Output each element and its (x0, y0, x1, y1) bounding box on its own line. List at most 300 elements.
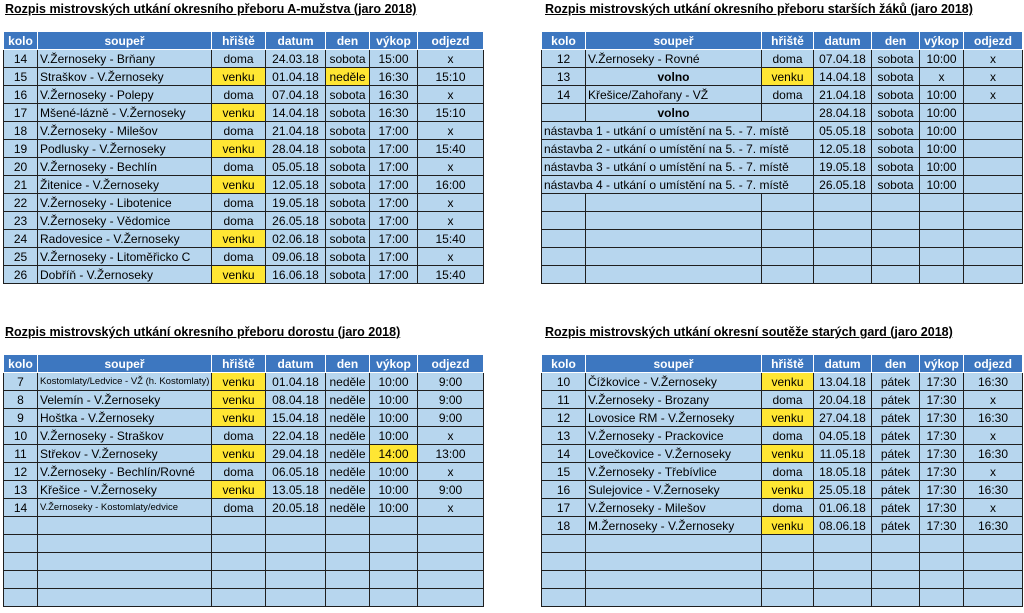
table-row (542, 248, 1023, 266)
cell-odjezd: 16:30 (964, 373, 1023, 391)
cell-odjezd: 13:00 (418, 445, 484, 463)
header-odjezd: odjezd (964, 32, 1023, 50)
cell-hriste: doma (212, 158, 266, 176)
cell-souper (586, 194, 762, 212)
table-row (542, 373, 1023, 391)
cell-souper (586, 248, 762, 266)
cell-odjezd: 15:40 (418, 230, 484, 248)
cell-souper: Lovečkovice - V.Žernoseky (586, 445, 762, 463)
table-row (4, 68, 484, 86)
cell-souper: Mšené-lázně - V.Žernoseky (38, 104, 212, 122)
cell-vykop: 10:00 (370, 427, 418, 445)
cell-den: pátek (872, 427, 920, 445)
cell-kolo: 14 (542, 86, 586, 104)
cell-kolo: 15 (542, 463, 586, 481)
cell-kolo: 14 (4, 50, 38, 68)
cell-den: pátek (872, 445, 920, 463)
cell-vykop: 10:00 (920, 140, 964, 158)
cell-vykop: 17:00 (370, 194, 418, 212)
cell-odjezd (964, 266, 1023, 284)
cell-den (326, 535, 370, 553)
table-row (4, 194, 484, 212)
cell-hriste: venku (762, 68, 814, 86)
cell-vykop: 17:30 (920, 481, 964, 499)
cell-kolo (542, 194, 586, 212)
header-vykop: výkop (920, 32, 964, 50)
cell-odjezd (964, 571, 1023, 589)
cell-hriste (762, 248, 814, 266)
cell-kolo: 11 (4, 445, 38, 463)
cell-datum: 08.06.18 (814, 517, 872, 535)
cell-souper: V.Žernoseky - Vědomice (38, 212, 212, 230)
cell-hriste: venku (762, 409, 814, 427)
cell-souper (38, 517, 212, 535)
table-row (4, 553, 484, 571)
cell-datum: 14.04.18 (266, 104, 326, 122)
cell-kolo: 13 (542, 68, 586, 86)
cell-souper: V.Žernoseky - Straškov (38, 427, 212, 445)
cell-den: neděle (326, 373, 370, 391)
cell-hriste: venku (762, 517, 814, 535)
cell-kolo (542, 212, 586, 230)
cell-vykop: 10:00 (370, 481, 418, 499)
cell-kolo (542, 553, 586, 571)
cell-odjezd (964, 158, 1023, 176)
cell-odjezd: 16:30 (964, 409, 1023, 427)
cell-kolo: 9 (4, 409, 38, 427)
cell-datum: 06.05.18 (266, 463, 326, 481)
table-row (542, 571, 1023, 589)
cell-souper (586, 571, 762, 589)
cell-odjezd (418, 535, 484, 553)
table-row (4, 266, 484, 284)
table-row (4, 373, 484, 391)
cell-odjezd (964, 176, 1023, 194)
cell-den: neděle (326, 68, 370, 86)
cell-kolo (4, 535, 38, 553)
cell-hriste: venku (212, 445, 266, 463)
cell-odjezd (964, 230, 1023, 248)
cell-hriste: venku (212, 409, 266, 427)
cell-odjezd: 16:30 (964, 445, 1023, 463)
table-row (4, 140, 484, 158)
cell-vykop: 15:00 (370, 50, 418, 68)
cell-odjezd: 16:30 (964, 517, 1023, 535)
cell-souper: Kostomlaty/Ledvice - VŽ (h. Kostomlaty) (38, 373, 212, 391)
cell-den: sobota (872, 122, 920, 140)
title-stare-gardy: Rozpis mistrovských utkání okresní soutěže starých gard (jaro 2018) (545, 325, 953, 339)
cell-souper: V.Žernoseky - Milešov (586, 499, 762, 517)
header-vykop: výkop (920, 355, 964, 373)
cell-den: sobota (326, 266, 370, 284)
cell-hriste: venku (212, 373, 266, 391)
cell-kolo: 20 (4, 158, 38, 176)
cell-datum (266, 589, 326, 607)
cell-hriste (762, 104, 814, 122)
cell-souper (586, 553, 762, 571)
cell-vykop (920, 589, 964, 607)
cell-datum: 25.05.18 (814, 481, 872, 499)
cell-souper (38, 589, 212, 607)
cell-datum: 14.04.18 (814, 68, 872, 86)
header-souper: soupeř (38, 32, 212, 50)
table-row (542, 50, 1023, 68)
cell-hriste: doma (212, 86, 266, 104)
cell-datum: 26.05.18 (814, 176, 872, 194)
title-starsi-zaci: Rozpis mistrovských utkání okresního přeboru starších žáků (jaro 2018) (545, 2, 973, 16)
cell-datum: 20.04.18 (814, 391, 872, 409)
cell-hriste: venku (212, 104, 266, 122)
cell-hriste (212, 517, 266, 535)
table-row (542, 427, 1023, 445)
cell-vykop: 10:00 (370, 409, 418, 427)
cell-den: sobota (872, 104, 920, 122)
table-row (542, 212, 1023, 230)
cell-odjezd (964, 553, 1023, 571)
cell-odjezd (418, 589, 484, 607)
cell-kolo: 16 (4, 86, 38, 104)
cell-datum (814, 230, 872, 248)
cell-odjezd: 15:10 (418, 68, 484, 86)
cell-datum (814, 266, 872, 284)
cell-den: sobota (872, 140, 920, 158)
table-starsi-zaci (541, 31, 1023, 284)
cell-den: pátek (872, 391, 920, 409)
cell-vykop (920, 553, 964, 571)
cell-souper: V.Žernoseky - Třebívlice (586, 463, 762, 481)
cell-hriste: doma (762, 391, 814, 409)
table-row (542, 176, 1023, 194)
cell-datum: 29.04.18 (266, 445, 326, 463)
cell-vykop: 17:00 (370, 122, 418, 140)
cell-kolo (542, 104, 586, 122)
cell-souper (38, 571, 212, 589)
cell-datum (814, 248, 872, 266)
cell-souper: Straškov - V.Žernoseky (38, 68, 212, 86)
table-row (542, 140, 1023, 158)
header-datum: datum (814, 355, 872, 373)
cell-vykop (920, 194, 964, 212)
cell-kolo: 22 (4, 194, 38, 212)
header-hriste: hřiště (212, 32, 266, 50)
table-row (4, 463, 484, 481)
cell-vykop: 17:30 (920, 391, 964, 409)
table-row (4, 86, 484, 104)
cell-vykop: 10:00 (920, 50, 964, 68)
cell-hriste: doma (212, 194, 266, 212)
cell-odjezd: x (418, 499, 484, 517)
cell-vykop (920, 571, 964, 589)
cell-odjezd (418, 571, 484, 589)
cell-den (872, 230, 920, 248)
cell-odjezd (964, 122, 1023, 140)
cell-kolo: 13 (4, 481, 38, 499)
cell-vykop: x (920, 68, 964, 86)
cell-kolo (542, 230, 586, 248)
cell-hriste: venku (762, 481, 814, 499)
cell-vykop: 10:00 (370, 499, 418, 517)
cell-vykop: 17:30 (920, 373, 964, 391)
cell-souper (586, 589, 762, 607)
cell-datum (814, 194, 872, 212)
table-row (4, 481, 484, 499)
cell-hriste (762, 212, 814, 230)
cell-hriste (212, 571, 266, 589)
cell-datum: 22.04.18 (266, 427, 326, 445)
cell-hriste: doma (212, 499, 266, 517)
cell-souper: Velemín - V.Žernoseky (38, 391, 212, 409)
cell-datum: 12.05.18 (814, 140, 872, 158)
cell-kolo: 17 (542, 499, 586, 517)
cell-vykop: 17:00 (370, 176, 418, 194)
cell-odjezd: 9:00 (418, 409, 484, 427)
cell-vykop (920, 230, 964, 248)
header-kolo: kolo (542, 355, 586, 373)
header-vykop: výkop (370, 32, 418, 50)
cell-odjezd: x (964, 50, 1023, 68)
cell-datum: 21.04.18 (814, 86, 872, 104)
table-dorost (3, 354, 484, 607)
cell-souper: Hoštka - V.Žernoseky (38, 409, 212, 427)
header-kolo: kolo (4, 32, 38, 50)
cell-vykop (370, 535, 418, 553)
cell-odjezd: 15:10 (418, 104, 484, 122)
cell-den: sobota (326, 248, 370, 266)
cell-den (872, 266, 920, 284)
cell-kolo: 18 (542, 517, 586, 535)
cell-vykop: 17:30 (920, 445, 964, 463)
table-row (4, 409, 484, 427)
table-row (542, 517, 1023, 535)
cell-den (872, 553, 920, 571)
cell-vykop: 17:30 (920, 427, 964, 445)
cell-kolo (542, 535, 586, 553)
table-row (542, 122, 1023, 140)
cell-hriste: venku (212, 68, 266, 86)
cell-kolo: 12 (542, 409, 586, 427)
table-row (542, 445, 1023, 463)
cell-souper: Křešice/Zahořany - VŽ (586, 86, 762, 104)
table-row (4, 535, 484, 553)
cell-datum: 28.04.18 (266, 140, 326, 158)
cell-souper (38, 535, 212, 553)
cell-datum: 04.05.18 (814, 427, 872, 445)
cell-odjezd: x (418, 427, 484, 445)
cell-hriste: doma (762, 499, 814, 517)
cell-hriste: venku (212, 481, 266, 499)
cell-souper: V.Žernoseky - Bechlín/Rovné (38, 463, 212, 481)
cell-den: neděle (326, 463, 370, 481)
cell-kolo: 24 (4, 230, 38, 248)
table-row (4, 517, 484, 535)
cell-vykop: 10:00 (370, 391, 418, 409)
cell-vykop (920, 248, 964, 266)
header-odjezd: odjezd (418, 355, 484, 373)
table-row (4, 391, 484, 409)
table-row (542, 409, 1023, 427)
cell-souper: V.Žernoseky - Kostomlaty/edvice (38, 499, 212, 517)
cell-hriste: venku (212, 391, 266, 409)
cell-kolo (542, 248, 586, 266)
cell-datum (814, 571, 872, 589)
cell-datum (814, 589, 872, 607)
table-row (542, 553, 1023, 571)
cell-datum: 01.06.18 (814, 499, 872, 517)
cell-den (872, 194, 920, 212)
table-row (542, 194, 1023, 212)
table-row (542, 158, 1023, 176)
cell-odjezd: 9:00 (418, 391, 484, 409)
cell-odjezd (964, 140, 1023, 158)
cell-datum: 08.04.18 (266, 391, 326, 409)
cell-souper: Lovosice RM - V.Žernoseky (586, 409, 762, 427)
cell-den: pátek (872, 373, 920, 391)
header-den: den (872, 32, 920, 50)
cell-den: sobota (872, 50, 920, 68)
table-stare-gardy (541, 354, 1023, 607)
cell-vykop: 10:00 (920, 86, 964, 104)
cell-hriste: doma (212, 50, 266, 68)
cell-odjezd: x (964, 463, 1023, 481)
cell-note: nástavba 4 - utkání o umístění na 5. - 7. místě (542, 176, 814, 194)
header-souper: soupeř (38, 355, 212, 373)
cell-den: sobota (872, 68, 920, 86)
cell-vykop (920, 212, 964, 230)
cell-odjezd: x (964, 68, 1023, 86)
cell-vykop: 17:30 (920, 409, 964, 427)
cell-kolo (542, 266, 586, 284)
cell-den: sobota (326, 86, 370, 104)
cell-datum (814, 212, 872, 230)
cell-souper: V.Žernoseky - Polepy (38, 86, 212, 104)
cell-souper: V.Žernoseky - Libotenice (38, 194, 212, 212)
cell-hriste: venku (212, 230, 266, 248)
table-row (542, 86, 1023, 104)
cell-kolo: 10 (542, 373, 586, 391)
cell-vykop (370, 517, 418, 535)
cell-hriste (762, 266, 814, 284)
cell-hriste (762, 589, 814, 607)
cell-odjezd (964, 212, 1023, 230)
cell-odjezd (964, 104, 1023, 122)
cell-hriste (762, 194, 814, 212)
title-dorost: Rozpis mistrovských utkání okresního přeboru dorostu (jaro 2018) (5, 325, 401, 339)
cell-odjezd (418, 517, 484, 535)
header-odjezd: odjezd (964, 355, 1023, 373)
cell-den: neděle (326, 409, 370, 427)
cell-datum (266, 571, 326, 589)
cell-den (872, 212, 920, 230)
cell-odjezd: x (964, 499, 1023, 517)
cell-datum: 13.04.18 (814, 373, 872, 391)
cell-den (872, 571, 920, 589)
cell-souper: V.Žernoseky - Brňany (38, 50, 212, 68)
cell-odjezd: 9:00 (418, 373, 484, 391)
cell-souper (586, 266, 762, 284)
cell-den: pátek (872, 463, 920, 481)
cell-den: sobota (326, 122, 370, 140)
cell-kolo: 26 (4, 266, 38, 284)
cell-den: sobota (872, 86, 920, 104)
cell-datum: 21.04.18 (266, 122, 326, 140)
table-row (4, 445, 484, 463)
cell-vykop: 16:30 (370, 104, 418, 122)
header-kolo: kolo (542, 32, 586, 50)
cell-vykop (370, 553, 418, 571)
cell-den: neděle (326, 481, 370, 499)
cell-kolo: 14 (542, 445, 586, 463)
table-row (4, 427, 484, 445)
cell-den: sobota (326, 158, 370, 176)
cell-odjezd (964, 194, 1023, 212)
cell-hriste: doma (212, 427, 266, 445)
cell-datum (266, 535, 326, 553)
cell-vykop: 17:00 (370, 212, 418, 230)
cell-den: neděle (326, 427, 370, 445)
cell-datum (266, 553, 326, 571)
cell-note: nástavba 3 - utkání o umístění na 5. - 7. místě (542, 158, 814, 176)
cell-kolo (4, 517, 38, 535)
cell-souper: Sulejovice - V.Žernoseky (586, 481, 762, 499)
cell-den (872, 535, 920, 553)
cell-kolo: 12 (542, 50, 586, 68)
cell-vykop: 17:00 (370, 248, 418, 266)
cell-odjezd (964, 589, 1023, 607)
cell-den (872, 248, 920, 266)
cell-kolo (542, 589, 586, 607)
cell-hriste: venku (762, 445, 814, 463)
cell-souper (586, 230, 762, 248)
cell-souper: V.Žernoseky - Prackovice (586, 427, 762, 445)
cell-datum: 26.05.18 (266, 212, 326, 230)
cell-souper: M.Žernoseky - V.Žernoseky (586, 517, 762, 535)
cell-vykop: 16:30 (370, 86, 418, 104)
header-hriste: hřiště (212, 355, 266, 373)
cell-datum (266, 517, 326, 535)
cell-vykop: 17:30 (920, 499, 964, 517)
cell-souper: Radovesice - V.Žernoseky (38, 230, 212, 248)
table-row (4, 571, 484, 589)
cell-datum: 20.05.18 (266, 499, 326, 517)
cell-datum: 28.04.18 (814, 104, 872, 122)
cell-kolo: 23 (4, 212, 38, 230)
cell-den: sobota (872, 176, 920, 194)
cell-vykop: 14:00 (370, 445, 418, 463)
cell-den: neděle (326, 391, 370, 409)
cell-datum: 01.04.18 (266, 373, 326, 391)
cell-souper (586, 535, 762, 553)
cell-odjezd (418, 553, 484, 571)
cell-odjezd: 16:00 (418, 176, 484, 194)
cell-kolo: 25 (4, 248, 38, 266)
title-a-muzstvo: Rozpis mistrovských utkání okresního přeboru A-mužstva (jaro 2018) (5, 2, 417, 16)
cell-kolo: 8 (4, 391, 38, 409)
table-row (4, 158, 484, 176)
cell-den: sobota (326, 50, 370, 68)
table-row (542, 499, 1023, 517)
cell-souper: V.Žernoseky - Bechlín (38, 158, 212, 176)
cell-den (872, 589, 920, 607)
table-row (542, 589, 1023, 607)
table-row (4, 104, 484, 122)
cell-odjezd: x (418, 463, 484, 481)
cell-odjezd: x (418, 50, 484, 68)
cell-souper (586, 212, 762, 230)
header-datum: datum (266, 355, 326, 373)
cell-vykop: 17:00 (370, 230, 418, 248)
cell-souper: volno (586, 68, 762, 86)
cell-vykop: 17:00 (370, 158, 418, 176)
